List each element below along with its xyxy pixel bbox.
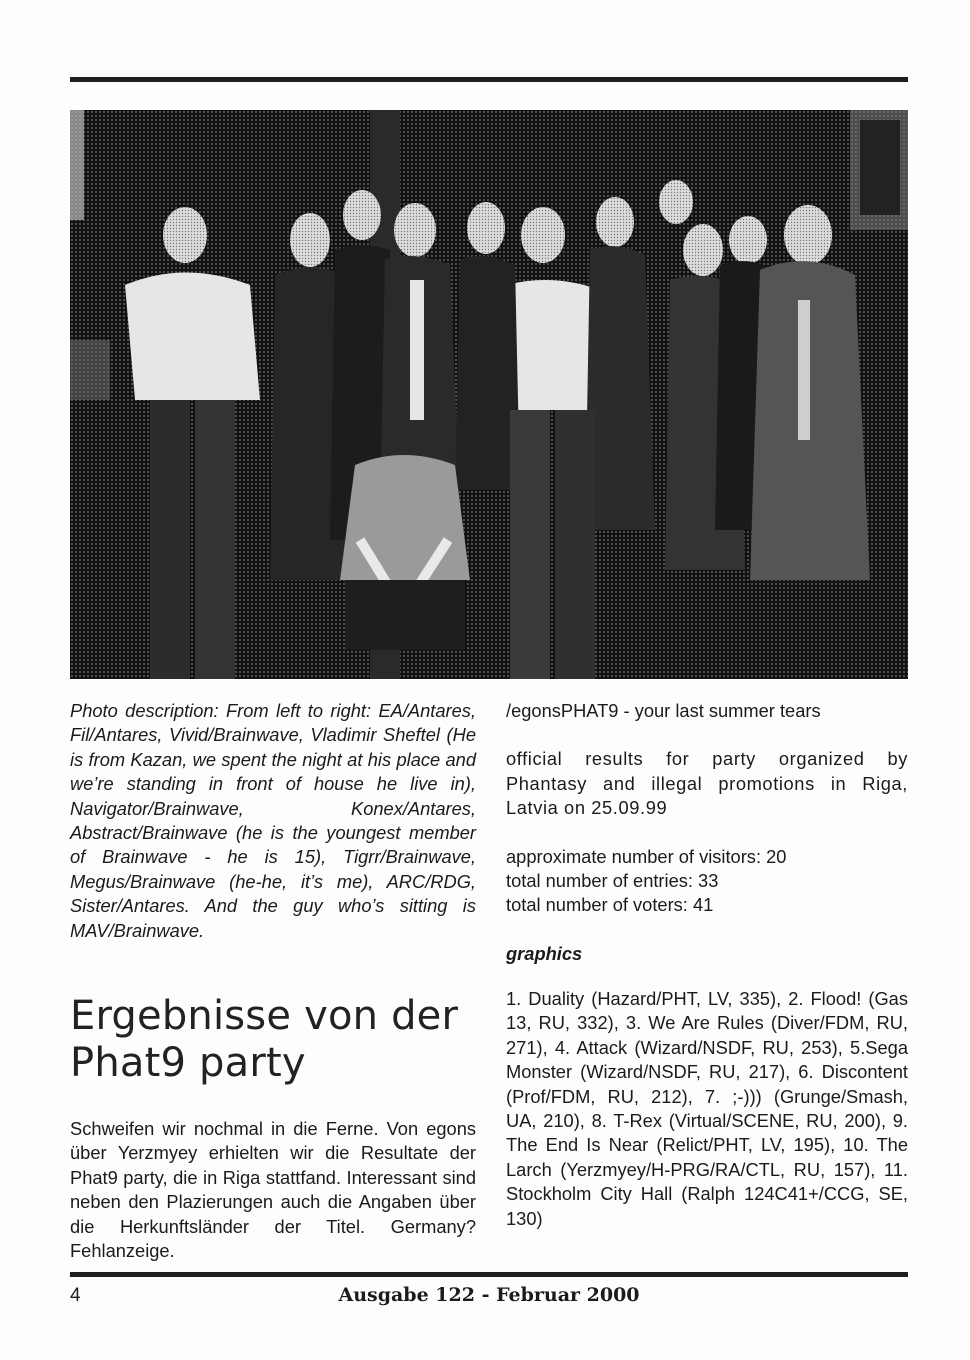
bottom-rule (70, 1272, 908, 1277)
report-byline: /egonsPHAT9 - your last summer tears (506, 700, 821, 721)
top-rule (70, 77, 908, 82)
graphics-results-list: 1. Duality (Hazard/PHT, LV, 335), 2. Flood! (Gas 13, RU, 332), 3. We Are Rules (Diver/FDM, RU, 271), 4. Attack (Wizard/NSDF, RU, 253), 5.Sega Monster (Wizard/NSDF, RU, 217), 6. Discontent (Prof/FDM, RU, 212), 7. ;-))) (Grunge/Smash, UA, 210), 8. T-Rex (Virtual/SCENE, RU, 200), 9. The End Is Near (Relict/PHT, LV, 195), 10. The Larch (Yerzmyey/H-PRG/RA/CTL, RU, 157), 11. Stockholm City Hall (Ralph 124C41+/CCG, SE, 130) (506, 988, 908, 1229)
stat-visitors: approximate number of visitors: 20 (506, 845, 787, 867)
stat-voters: total number of voters: 41 (506, 894, 714, 916)
photo-caption: Photo description: From left to right: EA/Antares, Fil/Antares, Vivid/Brainwave, Vladimir Sheftel (He is from Kazan, we spent the night at his place and we’re standing in front of house he live in), Navigator/Brainwave, Konex/Antares, Abstract/Brainwave (he is the youngest member of Brainwave - he is 15), Tigrr/Brainwave, Megus/Brainwave (he-he, it’s me), ARC/RDG, Sister/Antares. And the guy who’s sitting is MAV/Brainwave. (70, 700, 476, 941)
group-photo (70, 110, 908, 679)
official-results-intro: official results for party organized by Phantasy and illegal promotions in Riga, Latvia on 25.09.99 (506, 748, 908, 819)
results-column (506, 699, 908, 966)
page-footer (70, 1285, 908, 1315)
stat-entries: total number of entries: 33 (506, 870, 719, 892)
page-number: 4 (70, 1285, 81, 1306)
section-title-graphics: graphics (506, 942, 583, 964)
photo-caption-column (70, 699, 476, 943)
article-intro: Schweifen wir nochmal in die Ferne. Von egons über Yerzmyey erhielten wir die Resultate der Phat9 party, die in Riga stattfand. Interessant sind neben den Plazierungen auch die Angaben über die Herkunftsländer der Titel. Germany? Fehlanzeige. (70, 1118, 476, 1262)
group-photo-illustration (70, 110, 908, 679)
article-headline: Ergebnisse von der Phat9 party (70, 993, 459, 1086)
issue-label: Ausgabe 122 - Februar 2000 (338, 1284, 640, 1306)
